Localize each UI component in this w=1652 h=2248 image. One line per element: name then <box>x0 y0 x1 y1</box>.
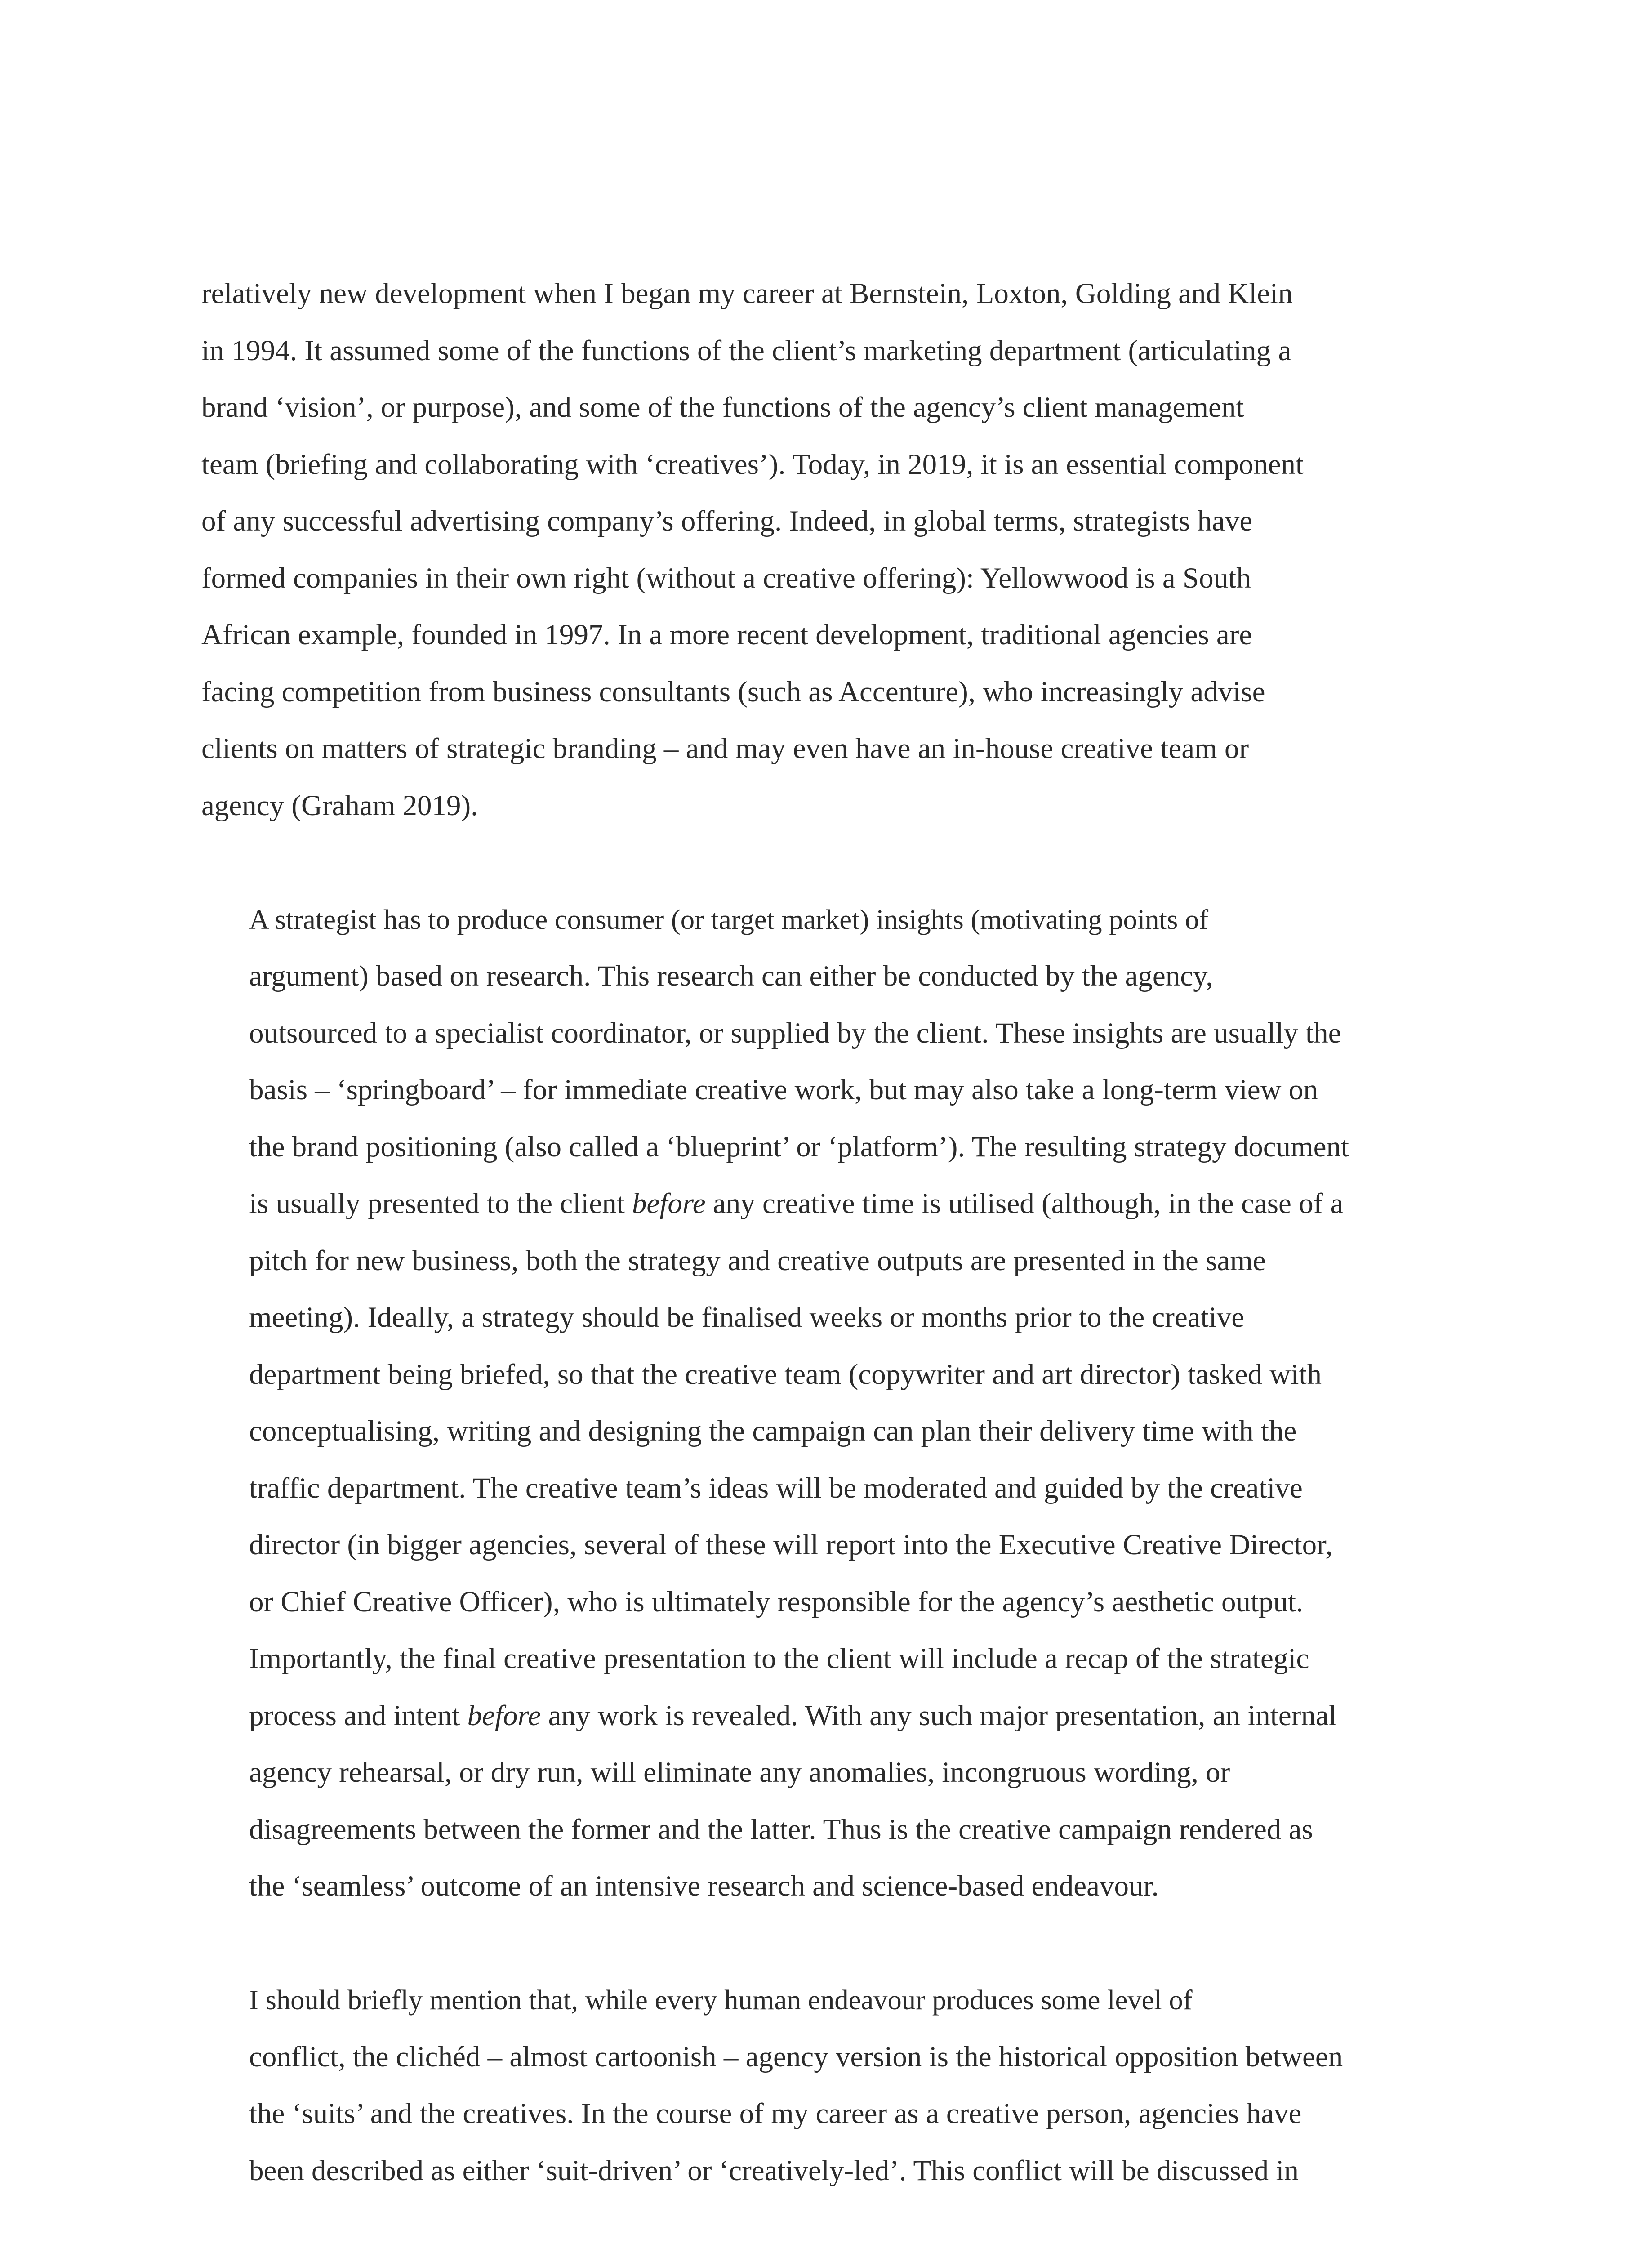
text-segment: any work is revealed. With any such major presentation, an internal <box>541 1699 1337 1732</box>
text-line <box>201 436 1456 493</box>
text-segment: the brand positioning (also called a ‘blueprint’ or ‘platform’). The resulting strategy document <box>249 1130 1349 1163</box>
text-line <box>201 2085 1456 2142</box>
text-segment: outsourced to a specialist coordinator, or supplied by the client. These insights are usually the <box>249 1017 1341 1049</box>
text-segment: or Chief Creative Officer), who is ultimately responsible for the agency’s aesthetic output. <box>249 1585 1304 1618</box>
paragraph-2 <box>201 891 1456 1915</box>
text-segment: clients on matters of strategic branding – and may even have an in-house creative team or <box>201 732 1249 765</box>
text-segment: pitch for new business, both the strategy and creative outputs are presented in the same <box>249 1244 1266 1277</box>
text-line <box>201 1574 1456 1631</box>
text-segment: of any successful advertising company’s offering. Indeed, in global terms, strategists have <box>201 505 1253 537</box>
text-line <box>201 2142 1456 2199</box>
text-line <box>201 1630 1456 1687</box>
text-segment: department being briefed, so that the creative team (copywriter and art director) tasked with <box>249 1358 1322 1391</box>
text-segment: disagreements between the former and the latter. Thus is the creative campaign rendered as <box>249 1813 1313 1846</box>
text-segment: conflict, the clichéd – almost cartoonish – agency version is the historical opposition between <box>249 2040 1343 2073</box>
body-text <box>201 265 1456 2199</box>
text-line <box>201 948 1456 1005</box>
text-line <box>201 1119 1456 1176</box>
text-line <box>201 1403 1456 1460</box>
text-line <box>201 1005 1456 1062</box>
text-segment: team (briefing and collaborating with ‘creatives’). Today, in 2019, it is an essential component <box>201 448 1304 481</box>
paragraph-1 <box>201 265 1456 834</box>
text-line <box>201 664 1456 721</box>
text-segment: meeting). Ideally, a strategy should be finalised weeks or months prior to the creative <box>249 1301 1245 1334</box>
text-line <box>201 1460 1456 1517</box>
text-segment: in 1994. It assumed some of the functions of the client’s marketing department (articulating a <box>201 334 1291 367</box>
text-line <box>201 2029 1456 2086</box>
text-line <box>201 891 1456 948</box>
text-segment: agency rehearsal, or dry run, will eliminate any anomalies, incongruous wording, or <box>249 1756 1230 1789</box>
text-line <box>201 322 1456 379</box>
text-line <box>201 720 1456 777</box>
text-line <box>201 1289 1456 1346</box>
text-line <box>201 1858 1456 1915</box>
text-line <box>201 379 1456 436</box>
text-line <box>201 1744 1456 1801</box>
text-line <box>201 777 1456 834</box>
text-line <box>201 607 1456 664</box>
text-line <box>201 1175 1456 1232</box>
text-segment: Importantly, the final creative presentation to the client will include a recap of the strategic <box>249 1642 1309 1675</box>
text-line <box>201 1801 1456 1858</box>
text-segment: is usually presented to the client <box>249 1187 632 1220</box>
text-segment: any creative time is utilised (although, in the case of a <box>705 1187 1344 1220</box>
text-line <box>201 265 1456 322</box>
text-segment: process and intent <box>249 1699 468 1732</box>
text-segment: the ‘seamless’ outcome of an intensive research and science-based endeavour. <box>249 1870 1159 1902</box>
text-segment: argument) based on research. This research can either be conducted by the agency, <box>249 960 1213 992</box>
emphasis-text: before <box>467 1699 541 1732</box>
text-line <box>201 550 1456 607</box>
text-segment: A strategist has to produce consumer (or target market) insights (motivating points of <box>249 903 1209 935</box>
emphasis-text: before <box>632 1187 706 1220</box>
text-segment: facing competition from business consultants (such as Accenture), who increasingly advise <box>201 675 1265 708</box>
text-segment: African example, founded in 1997. In a more recent development, traditional agencies are <box>201 619 1252 651</box>
text-segment: agency (Graham 2019). <box>201 789 478 822</box>
text-line <box>201 1346 1456 1403</box>
text-segment: the ‘suits’ and the creatives. In the course of my career as a creative person, agencies have <box>249 2097 1302 2130</box>
text-segment: director (in bigger agencies, several of these will report into the Executive Creative Director, <box>249 1529 1333 1561</box>
text-segment: relatively new development when I began my career at Bernstein, Loxton, Golding and Klein <box>201 277 1293 310</box>
text-segment: conceptualising, writing and designing the campaign can plan their delivery time with the <box>249 1415 1297 1447</box>
text-line <box>201 1062 1456 1119</box>
text-line <box>201 1687 1456 1744</box>
text-segment: basis – ‘springboard’ – for immediate creative work, but may also take a long-term view on <box>249 1074 1318 1106</box>
text-segment: been described as either ‘suit-driven’ or ‘creatively-led’. This conflict will be discussed in <box>249 2154 1299 2187</box>
text-segment: traffic department. The creative team’s ideas will be moderated and guided by the creative <box>249 1472 1303 1504</box>
text-line <box>201 1971 1456 2029</box>
text-line <box>201 1232 1456 1289</box>
text-segment: I should briefly mention that, while every human endeavour produces some level of <box>249 1984 1193 2016</box>
text-line <box>201 1517 1456 1574</box>
text-segment: formed companies in their own right (without a creative offering): Yellowwood is a South <box>201 562 1251 594</box>
text-line <box>201 493 1456 550</box>
paragraph-3 <box>201 1971 1456 2199</box>
text-segment: brand ‘vision’, or purpose), and some of the functions of the agency’s client management <box>201 391 1244 424</box>
